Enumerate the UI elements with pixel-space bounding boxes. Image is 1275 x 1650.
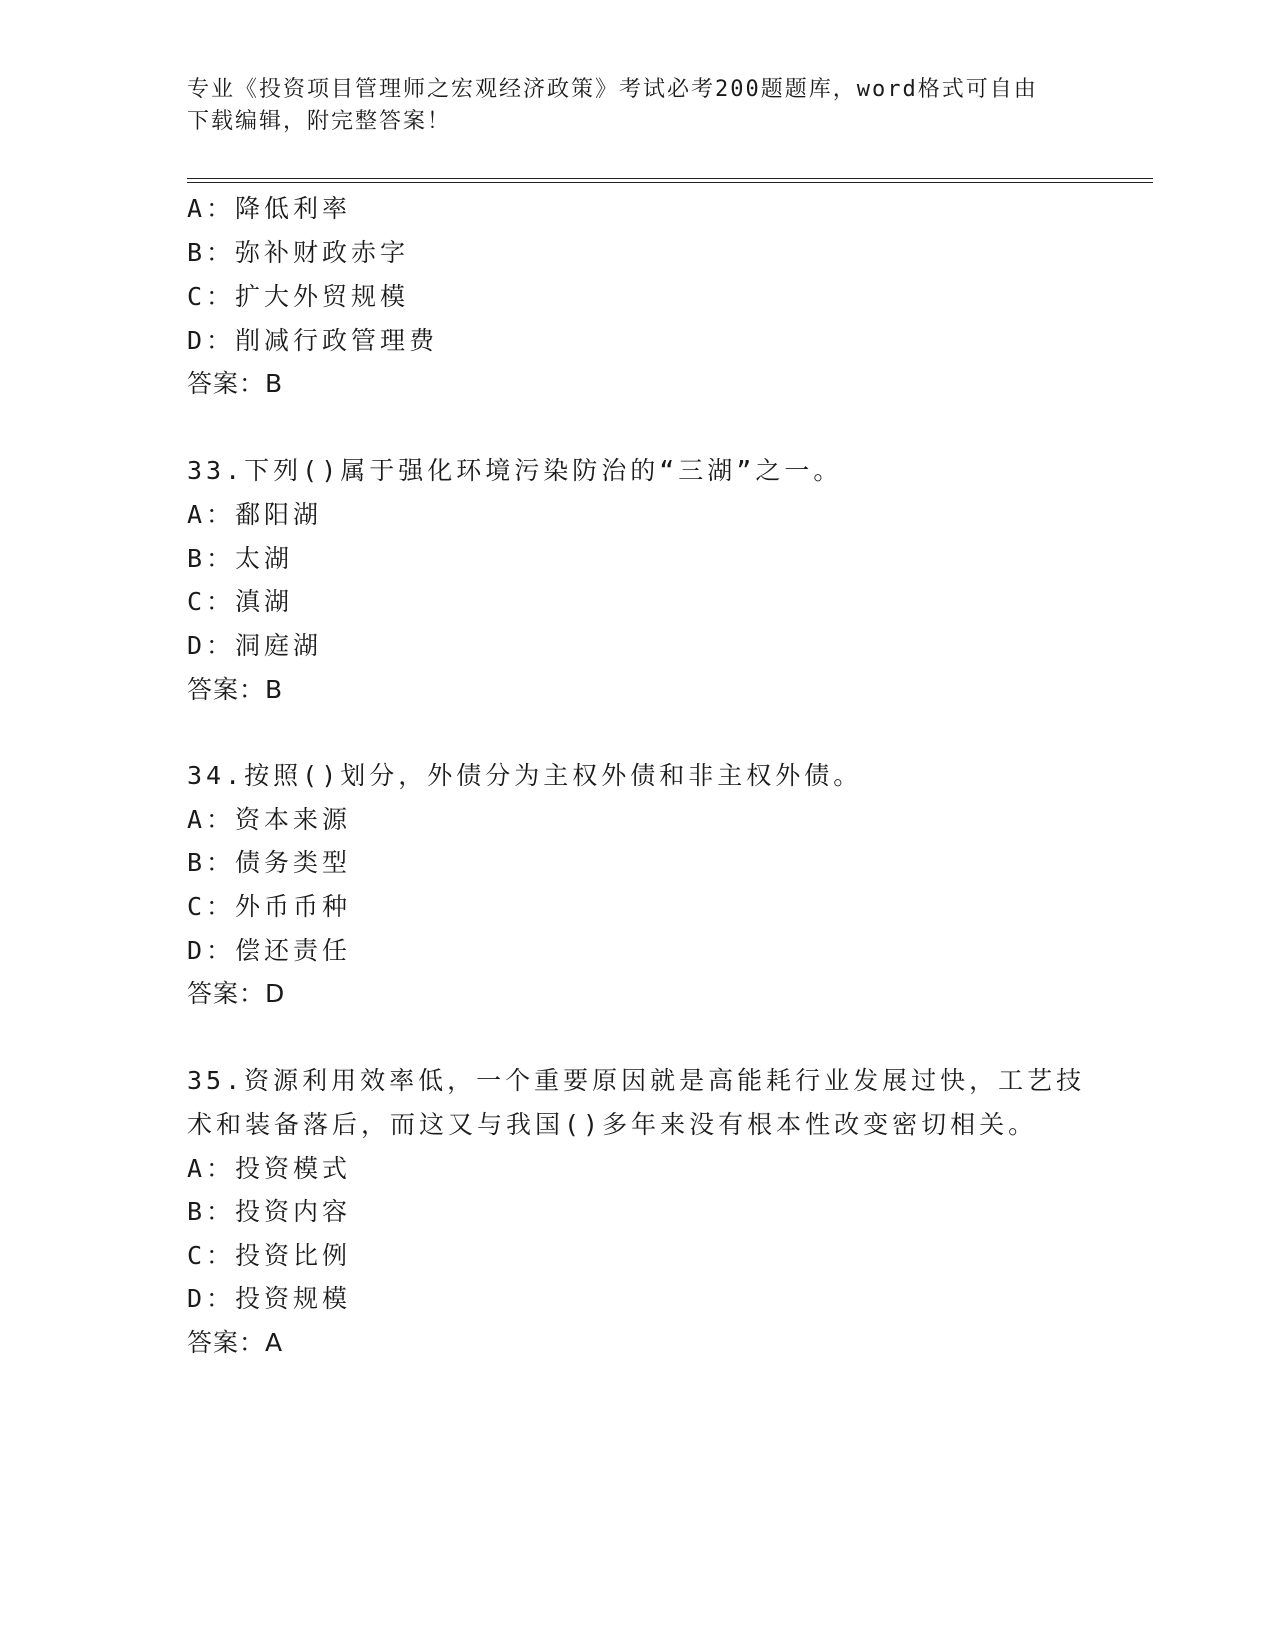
q32-option-c: C：扩大外贸规模 bbox=[187, 282, 410, 311]
q34-answer: 答案：D bbox=[187, 979, 286, 1008]
q34-stem: 34.按照()划分，外债分为主权外债和非主权外债。 bbox=[187, 761, 863, 790]
q32-option-d: D：削减行政管理费 bbox=[187, 326, 439, 355]
header-line-1: 专业《投资项目管理师之宏观经济政策》考试必考200题题库，word格式可自由 bbox=[187, 77, 1038, 102]
q33-stem: 33.下列()属于强化环境污染防治的“三湖”之一。 bbox=[187, 456, 843, 485]
q35-option-a: A：投资模式 bbox=[187, 1154, 352, 1183]
q33-option-b: B：太湖 bbox=[187, 544, 294, 573]
q32-answer: 答案：B bbox=[187, 369, 284, 398]
header-divider bbox=[187, 178, 1153, 183]
q32-option-a: A：降低利率 bbox=[187, 194, 352, 223]
q34-option-a: A：资本来源 bbox=[187, 805, 352, 834]
q34-option-b: B：债务类型 bbox=[187, 848, 352, 877]
q33-option-c: C：滇湖 bbox=[187, 587, 294, 616]
q33-option-d: D：洞庭湖 bbox=[187, 631, 323, 660]
q35-option-b: B：投资内容 bbox=[187, 1197, 352, 1226]
q35-answer: 答案：A bbox=[187, 1328, 284, 1357]
q35-stem-line-1: 35.资源利用效率低，一个重要原因就是高能耗行业发展过快，工艺技 bbox=[187, 1066, 1086, 1095]
q35-option-d: D：投资规模 bbox=[187, 1284, 352, 1313]
q33-answer: 答案：B bbox=[187, 675, 284, 704]
q33-option-a: A：鄱阳湖 bbox=[187, 500, 323, 529]
q34-option-c: C：外币币种 bbox=[187, 892, 352, 921]
q32-option-b: B：弥补财政赤字 bbox=[187, 238, 410, 267]
q35-stem-line-2: 术和装备落后，而这又与我国()多年来没有根本性改变密切相关。 bbox=[187, 1110, 1038, 1139]
document-header bbox=[187, 74, 1067, 138]
q34-option-d: D：偿还责任 bbox=[187, 936, 352, 965]
q35-option-c: C：投资比例 bbox=[187, 1241, 352, 1270]
header-line-2: 下载编辑，附完整答案！ bbox=[187, 109, 452, 134]
